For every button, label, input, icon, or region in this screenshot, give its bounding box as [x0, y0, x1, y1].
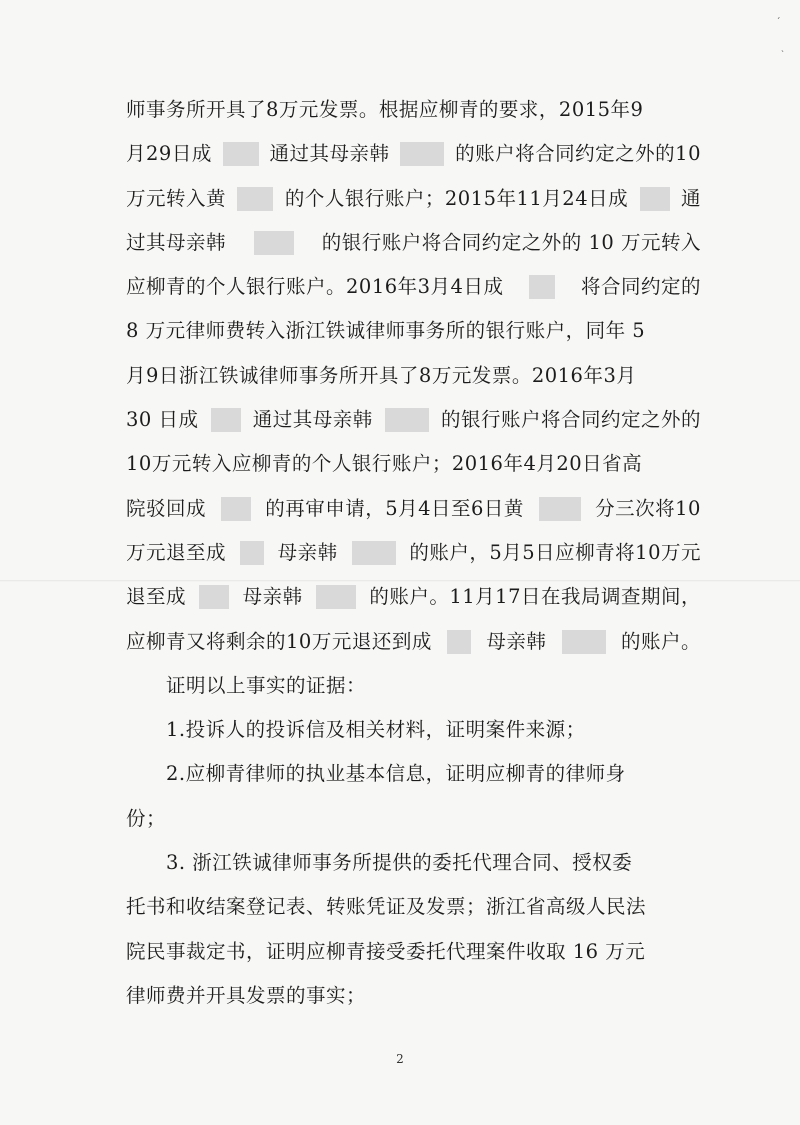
redacted-name [400, 142, 444, 166]
line-text: 院驳回成 [126, 496, 207, 520]
paragraph-line [126, 487, 701, 531]
redacted-name [529, 275, 555, 299]
line-text: 的银行账户将合同约定之外的 [440, 408, 701, 432]
section-heading: 证明以上事实的证据： [166, 673, 367, 697]
redacted-name [385, 408, 429, 432]
paragraph-line [126, 88, 701, 132]
line-text: 通过其母亲韩 [252, 408, 373, 432]
redacted-name [240, 541, 264, 565]
evidence-item-line: 份； [126, 806, 167, 830]
paragraph-line [126, 354, 701, 398]
line-text: 8 万元律师费转入浙江铁诚律师事务所的银行账户，同年 5 [126, 319, 646, 343]
paragraph-line [126, 309, 701, 353]
line-text: 的账户。 [620, 629, 701, 653]
redacted-name [199, 585, 229, 609]
redacted-name [237, 187, 273, 211]
redacted-name [447, 630, 471, 654]
line-text: 万元退至成 [126, 540, 227, 564]
evidence-item-line: 1.投诉人的投诉信及相关材料，证明案件来源； [166, 718, 586, 742]
evidence-item-line: 3. 浙江铁诚律师事务所提供的委托代理合同、授权委 [166, 851, 633, 875]
line-text: 师事务所开具了8万元发票。根据应柳青的要求，2015年9 [126, 98, 644, 121]
redacted-name [539, 497, 581, 521]
line-text: 过其母亲韩 [126, 230, 227, 254]
line-text: 母亲韩 [486, 629, 547, 653]
line-text: 30 日成 [126, 408, 199, 432]
line-text: 的个人银行账户；2015年11月24日成 [284, 186, 629, 210]
paragraph-line [126, 398, 701, 442]
scan-mark: ˎ [781, 43, 784, 53]
line-text: 母亲韩 [242, 585, 303, 609]
redacted-name [254, 231, 294, 255]
paragraph-line [126, 531, 701, 575]
redacted-name [211, 408, 241, 432]
redacted-name [352, 541, 396, 565]
line-text: 退至成 [126, 585, 187, 609]
line-text: 应柳青又将剩余的10万元退还到成 [126, 629, 432, 653]
paragraph-line [126, 620, 701, 664]
evidence-item-line: 院民事裁定书，证明应柳青接受委托代理案件收取 16 万元 [126, 939, 646, 963]
evidence-item-line: 律师费并开具发票的事实； [126, 983, 367, 1007]
redacted-name [562, 630, 606, 654]
line-text: 月29日成 [126, 142, 212, 166]
paragraph-line [126, 265, 701, 309]
line-text: 分三次将10 [595, 496, 701, 520]
paragraph-line [126, 221, 701, 265]
line-text: 通过其母亲韩 [269, 142, 390, 166]
evidence-item-line: 2.应柳青律师的执业基本信息，证明应柳青的律师身 [166, 762, 626, 786]
line-text: 10万元转入应柳青的个人银行账户；2016年4月20日省高 [126, 452, 643, 476]
line-text: 的账户将合同约定之外的10 [455, 142, 701, 166]
redacted-name [640, 187, 670, 211]
redacted-name [221, 497, 251, 521]
line-text: 万元转入黄 [126, 186, 227, 210]
line-text: 母亲韩 [277, 540, 338, 564]
line-text: 月9日浙江铁诚律师事务所开具了8万元发票。2016年3月 [126, 363, 637, 387]
line-text: 通 [680, 186, 701, 210]
paragraph-line [126, 132, 701, 176]
paragraph-line [126, 442, 701, 486]
line-text: 应柳青的个人银行账户。2016年3月4日成 [126, 275, 504, 299]
line-text: 的账户，5月5日应柳青将10万元 [409, 540, 701, 564]
evidence-item-line: 托书和收结案登记表、转账凭证及发票；浙江省高级人民法 [126, 895, 647, 919]
paragraph-line [126, 177, 701, 221]
line-text: 的再审申请，5月4日至6日黄 [265, 496, 524, 520]
document-body [126, 88, 701, 1018]
line-text: 将合同约定的 [580, 275, 701, 299]
line-text: 的银行账户将合同约定之外的 10 万元转入 [321, 230, 701, 254]
paragraph-line [126, 575, 701, 619]
line-text: 的账户。11月17日在我局调查期间， [369, 585, 701, 609]
redacted-name [316, 585, 356, 609]
page-number: 2 [396, 1052, 404, 1066]
redacted-name [223, 142, 259, 166]
scan-mark: ˊ [776, 18, 781, 28]
